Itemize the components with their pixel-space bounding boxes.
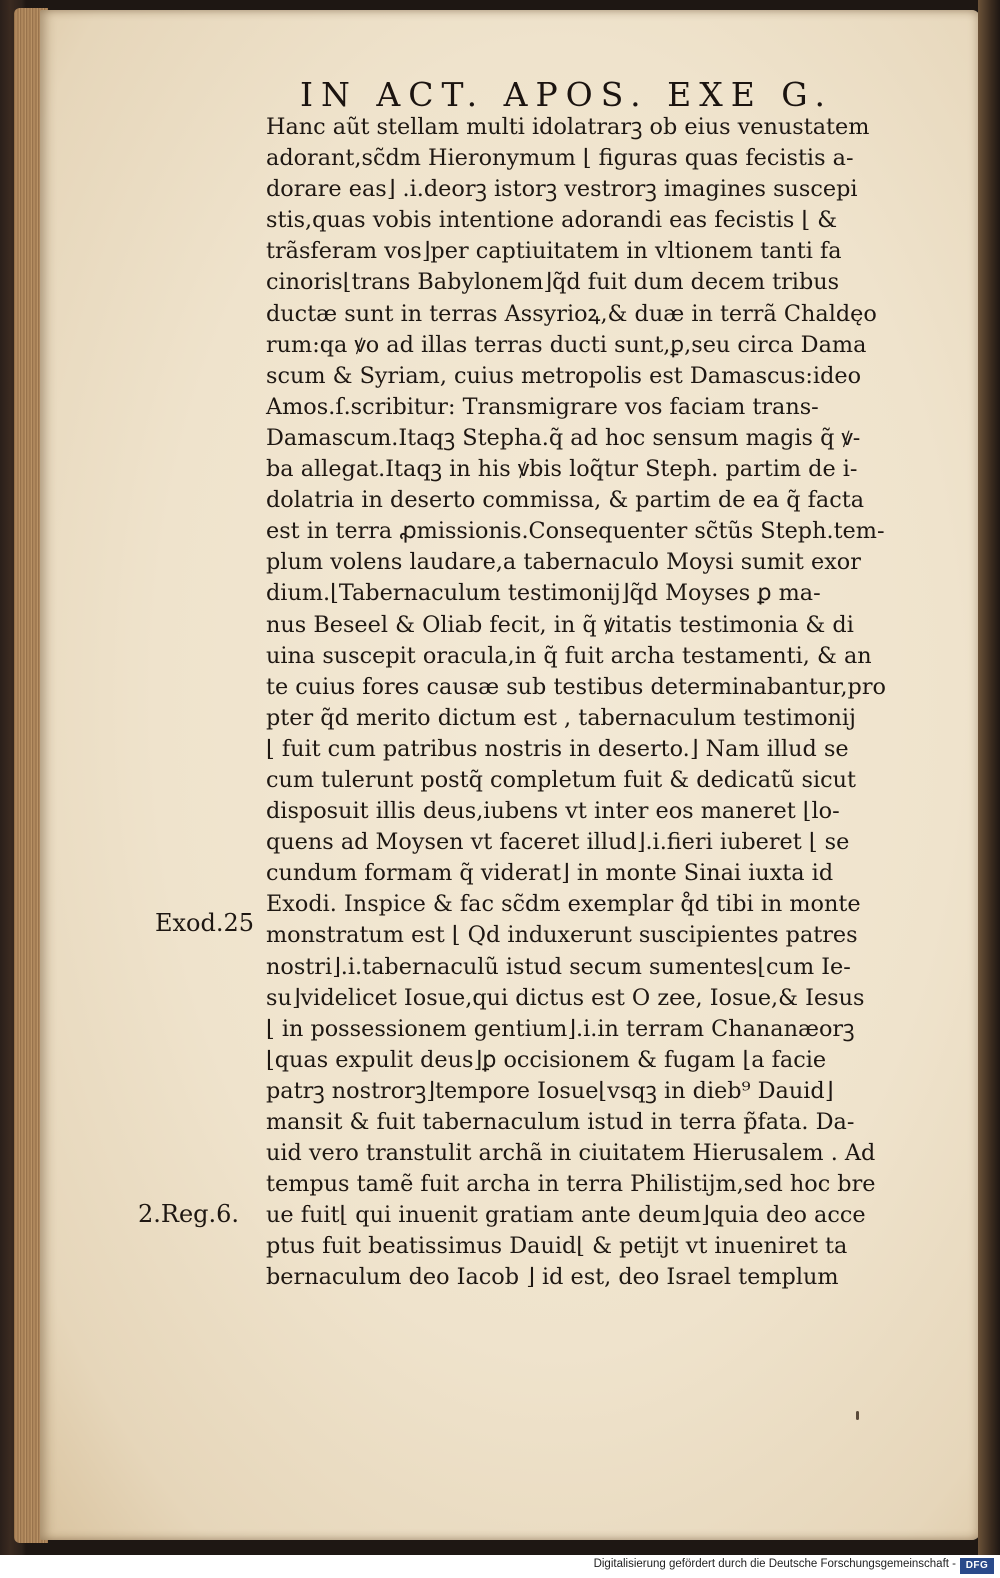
- text-line: est in terra ꝓmissionis.Consequenter sc̃tũs Steph.tem-: [266, 518, 885, 545]
- text-line: uina suscepit oracula,in q̃ fuit archa testamenti, & an: [266, 642, 872, 669]
- text-line: monstratum est ⌊ Qd induxerunt suscipientes patres: [266, 922, 858, 949]
- text-line: te cuius fores causæ sub testibus determinabantur,pro: [266, 673, 886, 700]
- text-line: ba allegat.Itaqꝫ in his ꝟbis loq̃tur Steph. partim de i-: [266, 456, 858, 483]
- text-line: dorare eas⌋ .i.deorꝫ istorꝫ vestrorꝫ imagines suscepi: [266, 176, 858, 203]
- text-line: mansit & fuit tabernaculum istud in terra p̃fata. Da-: [266, 1109, 855, 1135]
- dfg-logo: DFG: [960, 1558, 994, 1574]
- footer-bar: [0, 1555, 1000, 1578]
- text-line: nostri⌋.i.tabernaculũ istud secum sumentes⌊cum Ie-: [266, 953, 851, 980]
- text-line: Hanc aũt stellam multi idolatrarꝫ ob eius venustatem: [266, 114, 870, 140]
- text-line: patrꝫ nostrorꝫ⌋tempore Iosue⌊vsqꝫ in dieb⁹ Dauid⌋: [266, 1077, 834, 1104]
- text-line: Exodi. Inspice & fac sc̃dm exemplar q̊d tibi in monte: [266, 891, 861, 918]
- text-line: ue fuit⌊ qui inuenit gratiam ante deum⌋quia deo acce: [266, 1202, 866, 1229]
- text-line: tempus tamẽ fuit archa in terra Philistijm,sed hoc bre: [266, 1171, 876, 1198]
- text-line: stis,quas vobis intentione adorandi eas fecistis ⌊ &: [266, 207, 838, 234]
- text-line: rum:qa ꝟo ad illas terras ducti sunt,ꝑ,seu circa Dama: [266, 331, 867, 358]
- text-line: pter q̃d merito dictum est , tabernaculum testimonij: [266, 704, 856, 731]
- text-line: cinoris⌊trans Babylonem⌋q̃d fuit dum decem tribus: [266, 269, 840, 296]
- text-line: ductæ sunt in terras Assyrioꝝ,& duæ in terrã Chaldęo: [266, 300, 877, 327]
- footer-credit: Digitalisierung gefördert durch die Deutsche Forschungsgemeinschaft -: [593, 1558, 956, 1570]
- text-line: ⌊ in possessionem gentium⌋.i.in terram Chananæorꝫ: [266, 1015, 855, 1042]
- body-text: [266, 112, 946, 1294]
- text-line: su⌋videlicet Iosue,qui dictus est O zee, Iosue,& Iesus: [266, 984, 865, 1011]
- text-line: ⌊ fuit cum patribus nostris in deserto.⌋ Nam illud se: [266, 735, 849, 762]
- right-binding-edge: [978, 0, 1000, 1555]
- text-line: dium.⌊Tabernaculum testimonij⌋q̃d Moyses ꝑ ma-: [266, 580, 821, 607]
- text-line: cum tulerunt postq̃ completum fuit & dedicatũ sicut: [266, 766, 856, 793]
- text-line: adorant,sc̃dm Hieronymum ⌊ figuras quas fecistis a-: [266, 145, 854, 172]
- text-line: plum volens laudare,a tabernaculo Moysi sumit exor: [266, 549, 861, 576]
- text-line: dolatria in deserto commissa, & partim de ea q̃ facta: [266, 487, 865, 514]
- text-line: Damascum.Itaqꝫ Stepha.q̃ ad hoc sensum magis q̃ ꝟ-: [266, 424, 861, 451]
- text-line: Amos.ſ.scribitur: Transmigrare vos faciam trans-: [266, 393, 819, 420]
- text-line: nus Beseel & Oliab fecit, in q̃ ꝟitatis testimonia & di: [266, 611, 854, 638]
- margin-note-reg: 2.Reg.6.: [138, 1200, 240, 1228]
- text-line: scum & Syriam, cuius metropolis est Damascus:ideo: [266, 362, 862, 389]
- text-line: trãsferam vos⌋per captiuitatem in vltionem tanti fa: [266, 238, 842, 265]
- running-head: IN ACT. APOS. EXE G.: [300, 75, 833, 114]
- text-line: bernaculum deo Iacob ⌋ id est, deo Israel templum: [266, 1264, 839, 1291]
- text-line: quens ad Moysen vt faceret illud⌋.i.fieri iuberet ⌊ se: [266, 829, 850, 856]
- text-line: ptus fuit beatissimus Dauid⌊ & petijt vt inueniret ta: [266, 1233, 848, 1260]
- ink-speck: [856, 1411, 859, 1420]
- margin-note-exod: Exod.25: [155, 909, 255, 937]
- text-line: disposuit illis deus,iubens vt inter eos maneret ⌊lo-: [266, 798, 840, 825]
- text-line: ⌊quas expulit deus⌋ꝑ occisionem & fugam ⌊a facie: [266, 1046, 827, 1073]
- text-line: uid vero transtulit archã in ciuitatem Hierusalem . Ad: [266, 1140, 876, 1167]
- text-line: cundum formam q̃ viderat⌋ in monte Sinai iuxta id: [266, 860, 834, 887]
